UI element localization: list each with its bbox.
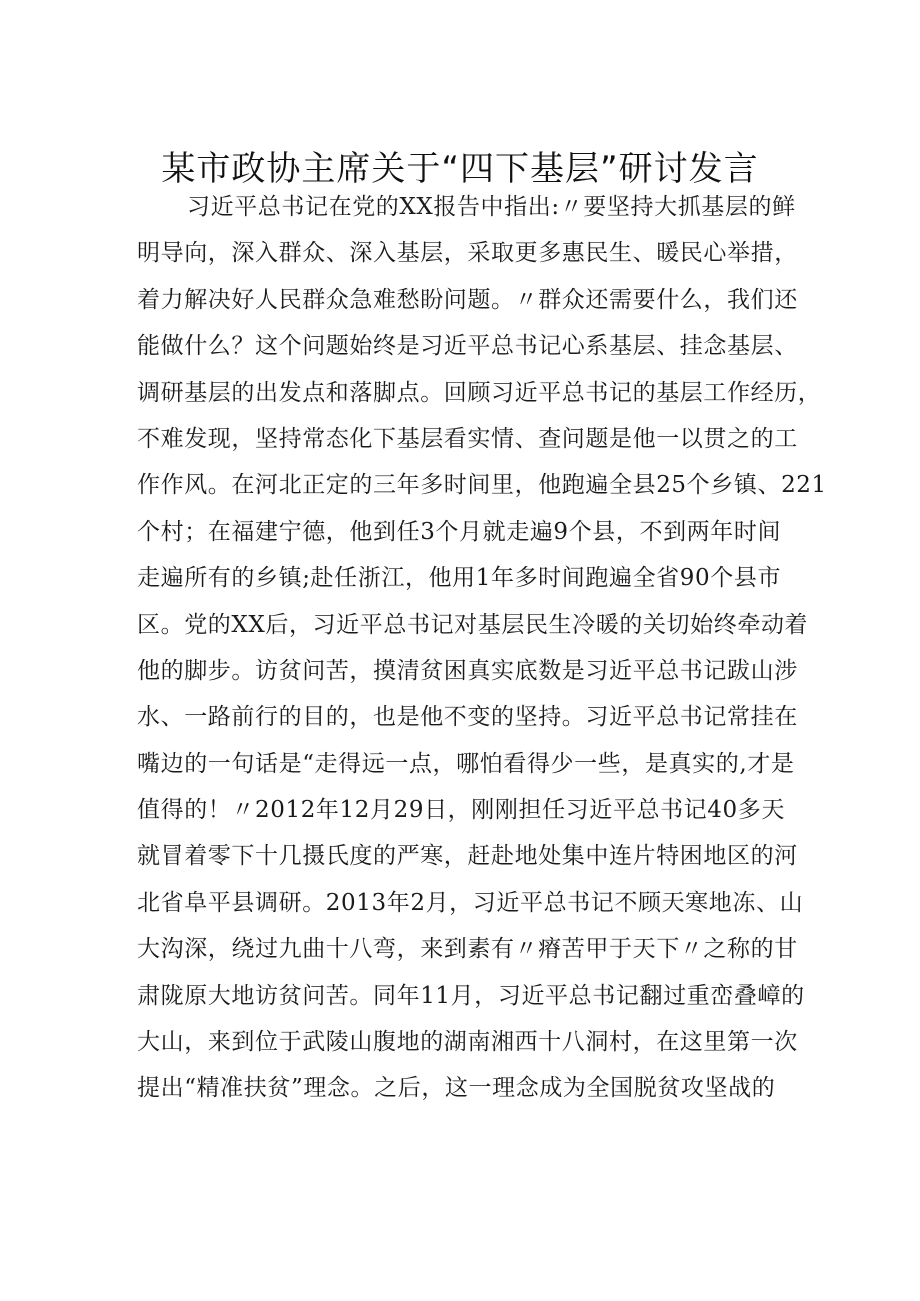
paragraph-line: 不难发现，坚持常态化下基层看实情、查问题是他一以贯之的工 [137, 425, 798, 452]
paragraph-line: 值得的！〃2012年12月29日，刚刚担任习近平总书记40多天 [137, 797, 785, 824]
paragraph-line: 个村；在福建宁德，他到任3个月就走遍9个县，不到两年时间 [137, 518, 782, 545]
paragraph-line: 他的脚步。访贫问苦，摸清贫困真实底数是习近平总书记跋山涉 [137, 657, 798, 684]
paragraph-line: 就冒着零下十几摄氏度的严寒，赶赴地处集中连片特困地区的河 [137, 843, 798, 870]
paragraph-line: 北省阜平县调研。2013年2月，习近平总书记不顾天寒地冻、山 [137, 889, 804, 916]
paragraph-line: 调研基层的出发点和落脚点。回顾习近平总书记的基层工作经历， [137, 379, 822, 406]
paragraph-line: 水、一路前行的目的，也是他不变的坚持。习近平总书记常挂在 [137, 704, 798, 731]
paragraph-line: 走遍所有的乡镇;赴任浙江，他用1年多时间跑遍全省90个县市 [137, 565, 782, 592]
document-body [137, 184, 827, 1112]
paragraph-line: 肃陇原大地访贫问苦。同年11月，习近平总书记翻过重峦叠嶂的 [137, 982, 805, 1009]
paragraph-line: 习近平总书记在党的XX报告中指出:〃要坚持大抓基层的鲜 [187, 194, 796, 220]
paragraph-line: 大山，来到位于武陵山腹地的湖南湘西十八洞村，在这里第一次 [137, 1029, 798, 1056]
paragraph-line: 着力解决好人民群众急难愁盼问题。〃群众还需要什么，我们还 [137, 286, 798, 313]
paragraph-line: 大沟深，绕过九曲十八弯，来到素有〃瘠苦甲于天下〃之称的甘 [137, 936, 798, 963]
paragraph-line: 提出“精准扶贫”理念。之后，这一理念成为全国脱贫攻坚战的 [137, 1075, 776, 1102]
document-title: 某市政协主席关于“四下基层”研讨发言 [161, 149, 759, 189]
paragraph-line: 区。党的XX后，习近平总书记对基层民生冷暖的关切始终牵动着 [137, 611, 809, 638]
paragraph-line: 明导向，深入群众、深入基层，采取更多惠民生、暖民心举措， [137, 240, 798, 267]
paragraph-line: 能做什么？这个问题始终是习近平总书记心系基层、挂念基层、 [137, 333, 798, 360]
paragraph-line: 嘴边的一句话是“走得远一点，哪怕看得少一些，是真实的,才是 [137, 750, 795, 777]
paragraph-line: 作作风。在河北正定的三年多时间里，他跑遍全县25个乡镇、221 [137, 472, 827, 499]
